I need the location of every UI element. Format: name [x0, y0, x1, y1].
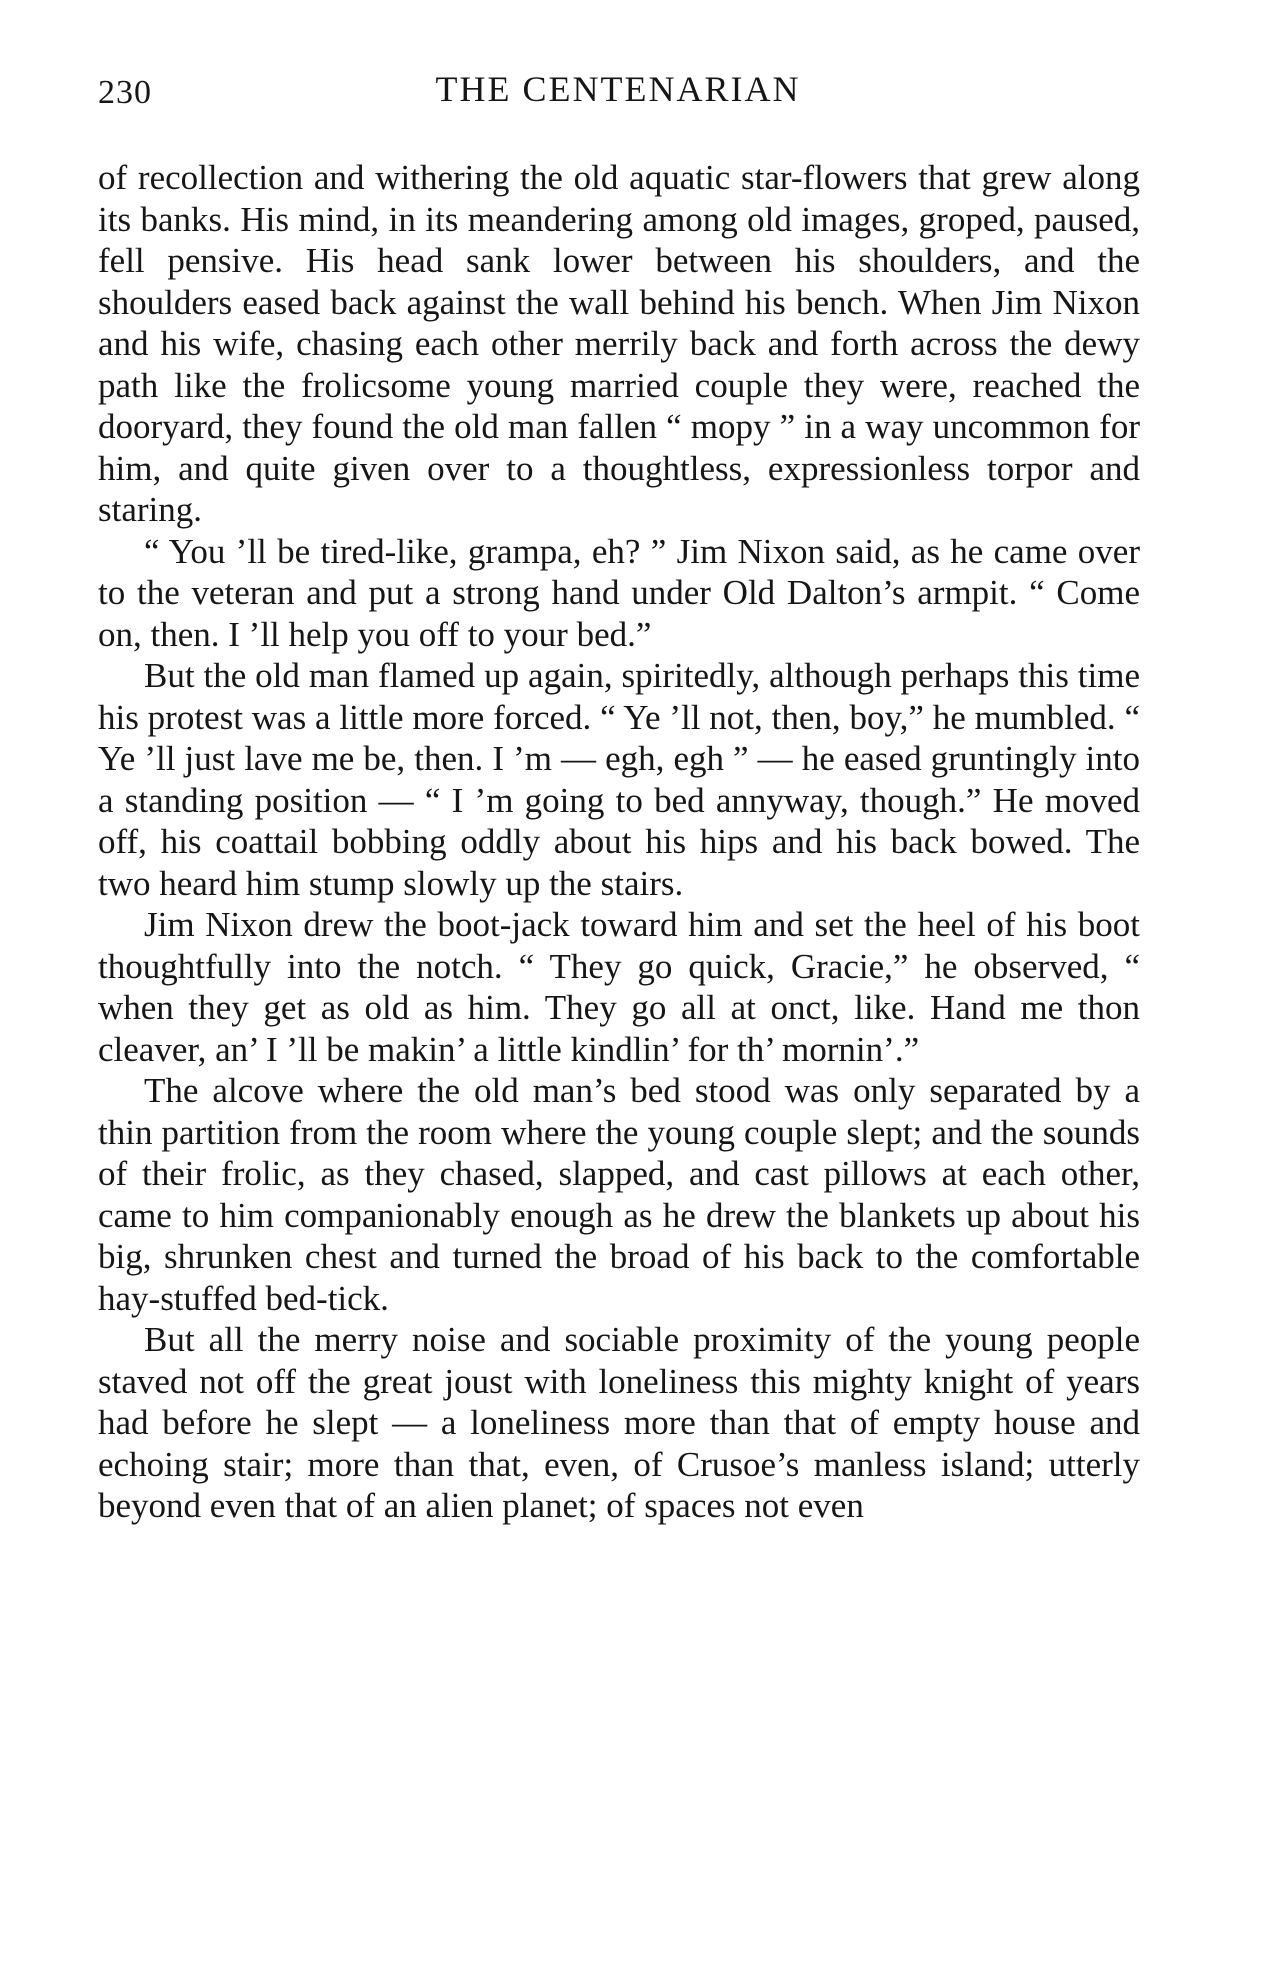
running-title: THE CENTENARIAN [435, 69, 801, 109]
paragraph-5: The alcove where the old man’s bed stood was only separated by a thin partition from the room where the young couple slept; and the sounds of their frolic, as they chased, slapped, and cast pillows at each other, came to him companionably enough as he drew the blankets up about his big, shrunken chest and turned the broad of his back to the comfortable hay-stuffed bed-tick. [98, 1071, 1140, 1318]
paragraph-4: Jim Nixon drew the boot-jack toward him and set the heel of his boot thoughtfully into the notch. “ They go quick, Gracie,” he observed, “ when they get as old as him. They go all at onct, like. Hand me thon cleaver, an’ I ’ll be makin’ a little kindlin’ for th’ mornin’.” [98, 905, 1140, 1069]
page-number: 230 [98, 74, 152, 111]
page-header [98, 68, 1138, 118]
body-text [98, 157, 1140, 1527]
paragraph-1: of recollection and withering the old aquatic star-flowers that grew along its banks. His mind, in its meandering among old images, groped, paused, fell pensive. His head sank lower between his shoulders, and the shoulders eased back against the wall behind his bench. When Jim Nixon and his wife, chasing each other merrily back and forth across the dewy path like the frolicsome young married couple they were, reached the dooryard, they found the old man fallen “ mopy ” in a way uncommon for him, and quite given over to a thoughtless, expressionless torpor and staring. [98, 158, 1140, 529]
paragraph-2: “ You ’ll be tired-like, grampa, eh? ” Jim Nixon said, as he came over to the veteran and put a strong hand under Old Dalton’s armpit. “ Come on, then. I ’ll help you off to your bed.” [98, 531, 1140, 654]
paragraph-3: But the old man flamed up again, spiritedly, although perhaps this time his protest was a little more forced. “ Ye ’ll not, then, boy,” he mumbled. “ Ye ’ll just lave me be, then. I ’m — egh, egh ” — he eased gruntingly into a standing position — “ I ’m going to bed annyway, though.” He moved off, his coattail bobbing oddly about his hips and his back bowed. The two heard him stump slowly up the stairs. [98, 656, 1140, 903]
paragraph-6: But all the merry noise and sociable proximity of the young people staved not off the great joust with loneliness this mighty knight of years had before he slept — a loneliness more than that of empty house and echoing stair; more than that, even, of Crusoe’s manless island; utterly beyond even that of an alien planet; of spaces not even [98, 1320, 1140, 1525]
